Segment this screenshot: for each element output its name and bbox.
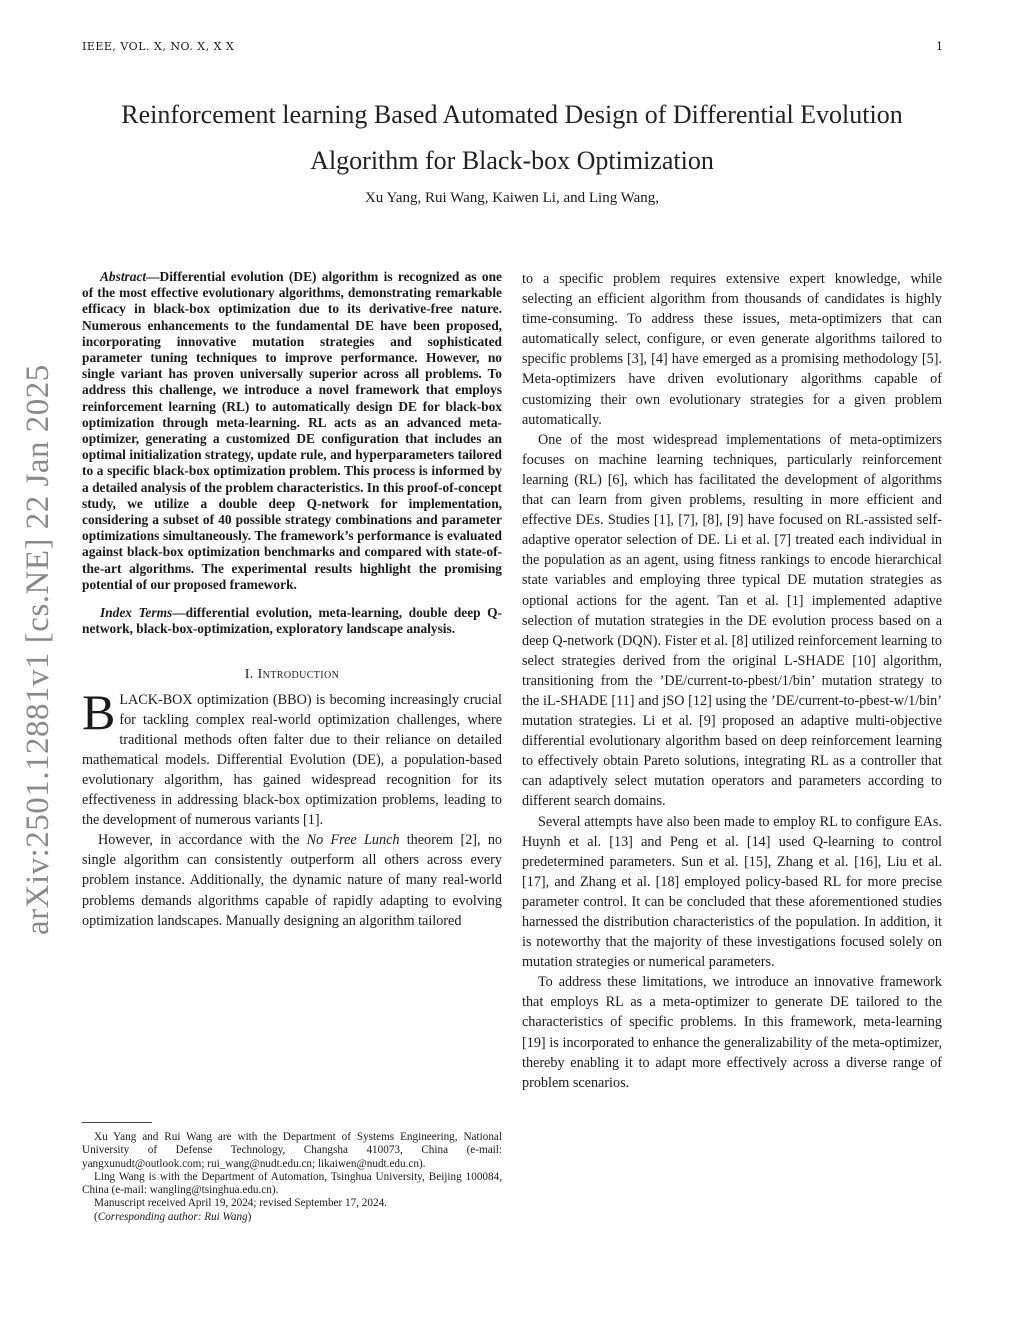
abstract-label: Abstract	[100, 269, 147, 284]
index-terms	[82, 605, 502, 637]
section-number: I.	[244, 667, 254, 683]
footnote-manuscript-dates: Manuscript received April 19, 2024; revised September 17, 2024.	[94, 1197, 387, 1210]
paren-close: )	[247, 1210, 252, 1223]
footnote-rule	[82, 1122, 152, 1123]
intro-paragraph-2	[82, 830, 502, 930]
right-paragraph-1: to a specific problem requires extensive expert knowledge, while selecting an efficient algorithm from thousands of candidates is highly time-consuming. To address these issues, meta-optimizers that can automatically select, configure, or even generate algorithms tailored to specific problems [3], [4] have emerged as a promising methodology [5]. Meta-optimizers have driven evolutionary algorithms capable of customizing their own evolutionary strategies for a given problem automatically.	[522, 271, 942, 428]
paren-open: (	[94, 1210, 98, 1223]
corresponding-author-text: Corresponding author: Rui Wang	[97, 1210, 248, 1223]
right-paragraph-3: Several attempts have also been made to employ RL to configure EAs. Huynh et al. [13] and Peng et al. [14] used Q-learning to control predetermined parameters. Sun et al. [15], Zhang et al. [16], Liu et al. [17], and Zhang et al. [18] employed policy-based RL for more precise parameter control. It can be concluded that these aforementioned studies harnessed the distribution characteristics of the population. In addition, it is noteworthy that the majority of these investigations focused solely on mutation strategies or numerical parameters.	[522, 813, 942, 971]
footnote-affiliation-2: Ling Wang is with the Department of Automation, Tsinghua University, Beijing 100084, China (e-mail: wangling@tsinghua.edu.cn).	[82, 1170, 502, 1197]
abstract-text: —Differential evolution (DE) algorithm is recognized as one of the most effective evolutionary algorithms, demonstrating remarkable efficacy in black-box optimization due to its derivative-free nature. Numerous enhancements to the fundamental DE have been proposed, incorporating innovative mutation strategies and sophisticated parameter tuning techniques to improve performance. However, no single variant has proven universally superior across all problems. To address this challenge, we introduce a novel framework that employs reinforcement learning (RL) to automatically design DE for black-box optimization through meta-learning. RL acts as an advanced meta-optimizer, generating a customized DE configuration that includes an optimal initialization strategy, update rule, and hyperparameters tailored to a specific black-box optimization problem. This process is informed by a detailed analysis of the problem characteristics. In this proof-of-concept study, we utilize a double deep Q-network for implementation, considering a subset of 40 possible strategy combinations and parameter optimizations simultaneously. The framework’s performance is evaluated against black-box optimization benchmarks and compared with state-of-the-art algorithms. The experimental results highlight the promising potential of our proposed framework.	[82, 269, 502, 592]
footnotes	[82, 1131, 502, 1224]
no-free-lunch-emphasis: No Free Lunch	[306, 832, 400, 849]
index-terms-label: Index Terms	[100, 605, 173, 621]
right-column	[522, 269, 942, 1093]
index-terms-text: —differential evolution, meta-learning, double deep Q-network, black-box-optimization, exploratory landscape analysis.	[82, 605, 502, 637]
author-list: Xu Yang, Rui Wang, Kaiwen Li, and Ling Wang,	[364, 190, 660, 206]
intro-paragraph-1	[82, 683, 502, 831]
arxiv-identifier: arXiv:2501.12881v1 [cs.NE] 22 Jan 2025	[20, 364, 56, 935]
section-title: Introduction	[257, 667, 340, 683]
right-paragraph-4: To address these limitations, we introduce an innovative framework that employs RL as a meta-optimizer to generate DE tailored to the characteristics of specific problems. In this framework, meta-learning [19] is incorporated to enhance the generalizability of the meta-optimizer, thereby enabling it to adapt more effectively across a diverse range of problem scenarios.	[522, 974, 942, 1091]
left-column	[82, 269, 502, 931]
intro-lead-word: LACK-BOX	[119, 691, 193, 708]
section-heading-introduction	[82, 665, 502, 685]
footnote-affiliation-1: Xu Yang and Rui Wang are with the Department of Systems Engineering, National University of Defense Technology, Changsha 410073, China (e-mail: yangxunudt@outlook.com; rui_wang@nudt.edu.cn; likaiwen@nudt.edu.cn).	[82, 1131, 502, 1170]
intro-paragraph-1-text: optimization (BBO) is becoming increasingly crucial for tackling complex real-world optimization challenges, where traditional methods often falter due to their reliance on detailed mathematical models. Differential Evolution (DE), a population-based evolutionary algorithm, has gained widespread recognition for its effectiveness in addressing black-box optimization problems, leading to the development of numerous variants [1].	[82, 691, 502, 829]
page-number: 1	[936, 40, 943, 53]
intro-p2-start: However, in accordance with the	[98, 832, 307, 849]
footnote-corresponding-author	[82, 1211, 502, 1224]
right-paragraph-2: One of the most widespread implementations of meta-optimizers focuses on machine learning techniques, particularly reinforcement learning (RL) [6], which has facilitated the development of algorithms that can learn from given problems, resulting in more efficient and effective DEs. Studies [1], [7], [8], [9] have focused on RL-assisted self-adaptive operator selection of DE. Li et al. [7] treated each individual in the population as an agent, using fitness rankings to encode hierarchical state variables and employing three typical DE mutation strategies as optional actions for the agent. Tan et al. [1] implemented adaptive selection of mutation strategies in the DE evolution process based on a deep Q-network (DQN). Fister et al. [8] utilized reinforcement learning to select strategies derived from the original L-SHADE [10] algorithm, transitioning from the ’DE/current-to-pbest/1/bin’ mutation strategy to the iL-SHADE [11] and jSO [12] using the ’DE/current-to-pbest-w/1/bin’ mutation strategies. Li et al. [9] proposed an adaptive multi-objective differential evolutionary algorithm based on deep reinforcement learning to effectively obtain Pareto solutions, integrating RL as a controller that can adaptively select mutation operators and parameters according to different search domains.	[522, 431, 942, 810]
running-header: IEEE, VOL. X, NO. X, X X	[82, 40, 235, 53]
abstract	[82, 269, 502, 593]
paper-title: Reinforcement learning Based Automated Design of Differential Evolution Algorithm for Black-box Optimization	[121, 100, 903, 175]
drop-cap: B	[82, 683, 116, 740]
intro-p2-rest: theorem [2], no single algorithm can consistently outperform all others across every problem instance. Additionally, the dynamic nature of many real-world problems demands algorithms capable of rapidly adapting to evolving optimization landscapes. Manually designing an algorithm tailored	[82, 832, 503, 929]
